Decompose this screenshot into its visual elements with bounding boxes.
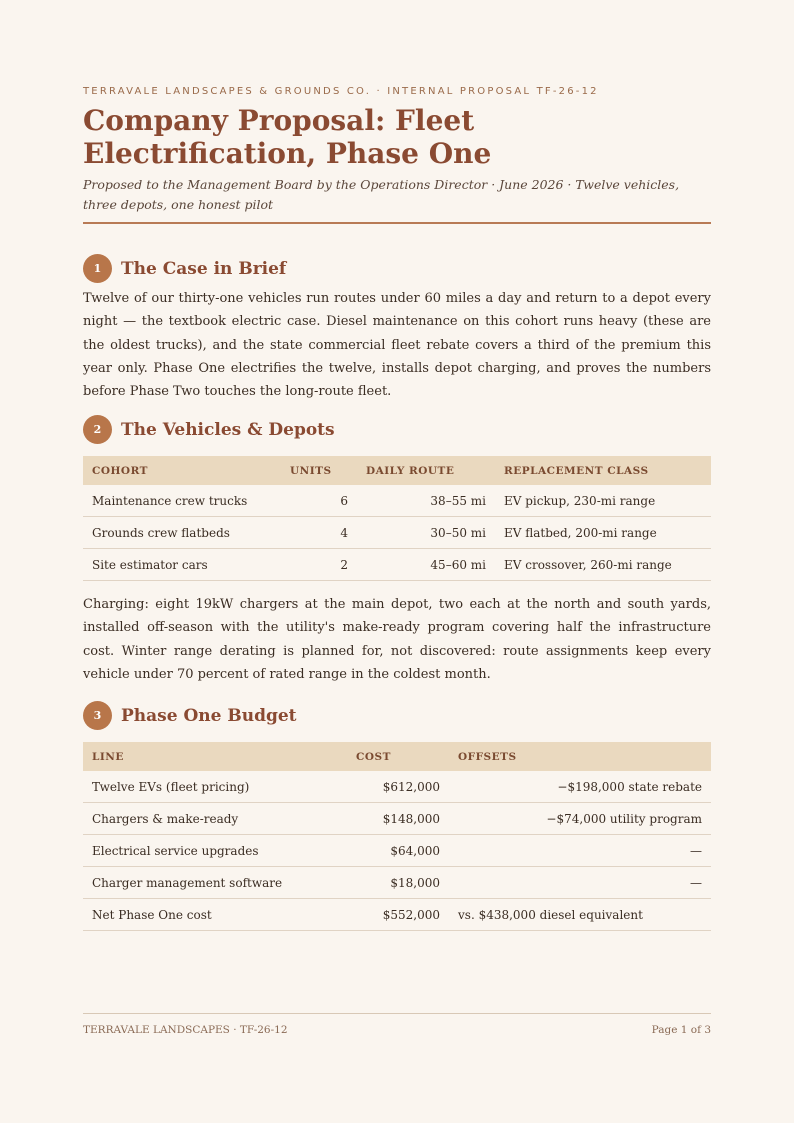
table-row <box>83 803 711 835</box>
cell-replacement-class: EV crossover, 260-mi range <box>495 549 711 581</box>
cell-units: 2 <box>281 549 357 581</box>
section-3-heading <box>83 701 297 730</box>
section-title: The Case in Brief <box>121 258 287 279</box>
table-row <box>83 899 711 931</box>
cell-cost: $612,000 <box>347 771 449 803</box>
cell-replacement-class: EV flatbed, 200-mi range <box>495 517 711 549</box>
section-title: The Vehicles & Depots <box>121 419 335 440</box>
section-number-badge: 1 <box>83 254 112 283</box>
cell-line: Chargers & make-ready <box>83 803 347 835</box>
cell-offsets: −$74,000 utility program <box>449 803 711 835</box>
table-header-row <box>83 742 711 771</box>
cell-cohort: Maintenance crew trucks <box>83 485 281 517</box>
cell-line: Electrical service upgrades <box>83 835 347 867</box>
cell-offsets: vs. $438,000 diesel equivalent <box>449 899 711 931</box>
cell-units: 4 <box>281 517 357 549</box>
page-title: Company Proposal: Fleet Electrification, Phase One <box>83 104 492 170</box>
cell-line: Twelve EVs (fleet pricing) <box>83 771 347 803</box>
section-title: Phase One Budget <box>121 705 297 726</box>
section-2-heading <box>83 415 335 444</box>
cell-offsets: — <box>449 867 711 899</box>
footer-left: TERRAVALE LANDSCAPES · TF-26-12 <box>83 1024 288 1036</box>
table-row <box>83 835 711 867</box>
section-number-badge: 3 <box>83 701 112 730</box>
page-number: Page 1 of 3 <box>651 1024 711 1036</box>
column-header: COHORT <box>83 456 281 485</box>
column-header: LINE <box>83 742 347 771</box>
table-row <box>83 517 711 549</box>
cell-daily-route: 45–60 mi <box>357 549 495 581</box>
cell-replacement-class: EV pickup, 230-mi range <box>495 485 711 517</box>
cell-daily-route: 38–55 mi <box>357 485 495 517</box>
table-row <box>83 485 711 517</box>
cell-daily-route: 30–50 mi <box>357 517 495 549</box>
cell-offsets: −$198,000 state rebate <box>449 771 711 803</box>
title-divider <box>83 222 711 224</box>
table-row <box>83 771 711 803</box>
table-row <box>83 867 711 899</box>
column-header: DAILY ROUTE <box>357 456 495 485</box>
table-row <box>83 549 711 581</box>
cell-units: 6 <box>281 485 357 517</box>
footer-divider <box>83 1013 711 1014</box>
cell-cost: $18,000 <box>347 867 449 899</box>
cell-offsets: — <box>449 835 711 867</box>
page-subtitle: Proposed to the Management Board by the Operations Director · June 2026 · Twelve vehicles, three depots, one honest pilot <box>83 177 680 212</box>
column-header: REPLACEMENT CLASS <box>495 456 711 485</box>
cell-line: Net Phase One cost <box>83 899 347 931</box>
vehicles-table <box>83 456 711 581</box>
section-number-badge: 2 <box>83 415 112 444</box>
budget-table <box>83 742 711 931</box>
section-1-heading <box>83 254 286 283</box>
section-1-body: Twelve of our thirty-one vehicles run routes under 60 miles a day and return to a depot every night — the textbook electric case. Diesel maintenance on this cohort runs heavy (these are the oldest trucks), and the state commercial fleet rebate covers a third of the premium this year only. Phase One electrifies the twelve, installs depot charging, and proves the numbers before Phase Two touches the long-route fleet. <box>83 291 711 400</box>
column-header: COST <box>347 742 449 771</box>
page-footer <box>83 1024 711 1036</box>
eyebrow-header: TERRAVALE LANDSCAPES & GROUNDS CO. · INTERNAL PROPOSAL TF-26-12 <box>83 86 599 97</box>
cell-line: Charger management software <box>83 867 347 899</box>
table-header-row <box>83 456 711 485</box>
column-header: UNITS <box>281 456 357 485</box>
section-2-body: Charging: eight 19kW chargers at the main depot, two each at the north and south yards, installed off-season with the utility's make-ready program covering half the infrastructure cost. Winter range derating is planned for, not discovered: route assignments keep every vehicle under 70 percent of rated range in the coldest month. <box>83 597 711 682</box>
column-header: OFFSETS <box>449 742 711 771</box>
cell-cost: $64,000 <box>347 835 449 867</box>
cell-cohort: Grounds crew flatbeds <box>83 517 281 549</box>
cell-cost: $148,000 <box>347 803 449 835</box>
cell-cohort: Site estimator cars <box>83 549 281 581</box>
cell-cost: $552,000 <box>347 899 449 931</box>
